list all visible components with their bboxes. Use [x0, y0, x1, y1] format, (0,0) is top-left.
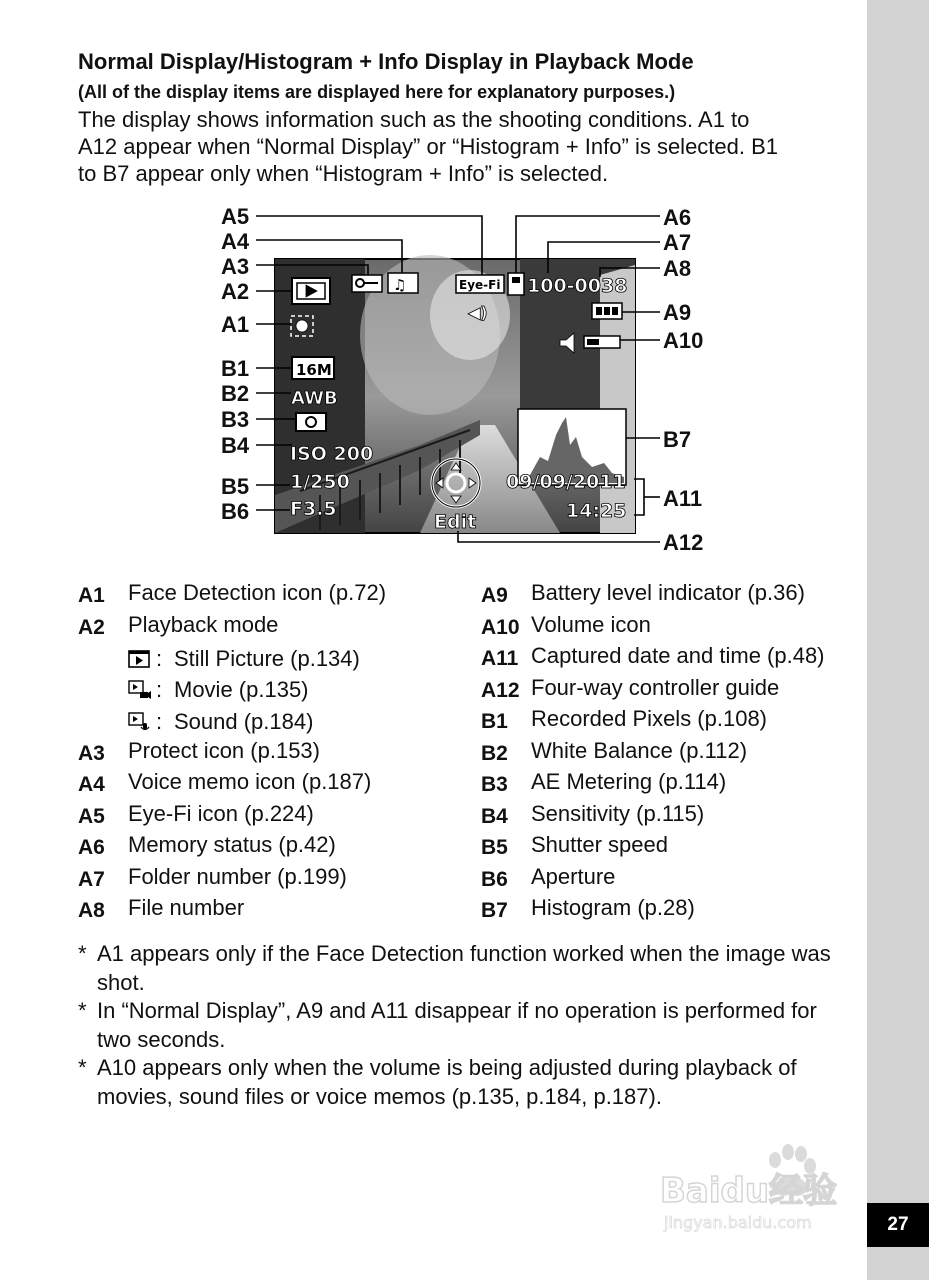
date-value: 09/09/2011	[506, 471, 626, 493]
white-balance-value: AWB	[291, 388, 338, 409]
protect-icon	[352, 275, 382, 292]
label-a2: A2	[221, 279, 250, 304]
legend-row: A6 Memory status (p.42)	[78, 832, 336, 859]
legend-row: A7 Folder number (p.199)	[78, 863, 347, 891]
label-b6: B6	[221, 499, 250, 524]
label-b7: B7	[663, 427, 692, 452]
still-picture-icon	[128, 648, 156, 670]
label-a11: A11	[663, 486, 703, 511]
intro-line: to B7 appear only when “Histogram + Info” is selected.	[78, 161, 609, 186]
label-a8: A8	[663, 256, 692, 281]
label-a6: A6	[663, 205, 692, 230]
intro-line: A12 appear when “Normal Display” or “Histogram + Info” is selected. B1	[78, 134, 779, 159]
legend-left	[78, 580, 386, 927]
battery-icon	[592, 303, 622, 319]
file-number-value: 100-0038	[527, 275, 628, 297]
edit-value: Edit	[434, 511, 477, 533]
legend-row: B1 Recorded Pixels (p.108)	[481, 706, 768, 733]
legend-row: A3 Protect icon (p.153)	[78, 737, 320, 765]
label-a3: A3	[221, 254, 250, 279]
legend-row: B4 Sensitivity (p.115)	[481, 800, 705, 828]
legend-row: A10 Volume icon	[481, 611, 651, 639]
legend-subrow: : Sound (p.184)	[78, 706, 386, 738]
legend-right	[481, 580, 825, 927]
legend-row: A4 Voice memo icon (p.187)	[78, 769, 372, 796]
legend-row: A12 Four-way controller guide	[481, 674, 780, 702]
memory-status-icon	[508, 273, 524, 295]
legend-row: A1 Face Detection icon (p.72)	[78, 580, 387, 607]
label-b1: B1	[221, 356, 250, 381]
label-a5: A5	[221, 204, 250, 229]
intro-line: The display shows information such as the shooting conditions. A1 to	[78, 107, 750, 132]
footnote: * A10 appears only when the volume is being adjusted during playback of movies, sound files or voice memos (p.135, p.184, p.187).	[78, 1055, 797, 1109]
label-a10: A10	[663, 328, 704, 353]
legend-subrow: : Still Picture (p.134)	[78, 643, 386, 675]
section-title: Normal Display/Histogram + Info Display in Playback Mode	[78, 49, 694, 74]
label-a9: A9	[663, 300, 692, 325]
label-b3: B3	[221, 407, 250, 432]
eyefi-icon	[456, 275, 504, 293]
legend-row: A9 Battery level indicator (p.36)	[481, 580, 805, 607]
label-b5: B5	[221, 474, 250, 499]
svg-text:Eye-Fi: Eye-Fi	[459, 278, 501, 292]
playback-mode-icon	[292, 278, 330, 304]
footnotes	[78, 940, 853, 1111]
intro-paragraph	[78, 106, 858, 187]
watermark-url: jingyan.baidu.com	[664, 1213, 812, 1232]
legend-row: B2 White Balance (p.112)	[481, 737, 748, 765]
label-a7: A7	[663, 230, 692, 255]
page-number: 27	[867, 1203, 929, 1247]
shutter-value: 1/250	[290, 471, 350, 493]
baidu-watermark	[660, 1140, 870, 1240]
playback-display-diagram	[0, 195, 929, 565]
iso-value: ISO 200	[290, 443, 374, 465]
ae-metering-icon	[296, 413, 326, 431]
legend-row: A2 Playback mode	[78, 611, 279, 639]
section-subtitle: (All of the display items are displayed here for explanatory purposes.)	[78, 82, 676, 102]
page-margin-bar	[867, 0, 929, 1280]
sound-icon	[128, 711, 156, 733]
legend-subrow: : Movie (p.135)	[78, 675, 386, 707]
legend-row: B3 AE Metering (p.114)	[481, 769, 727, 796]
legend-row: B7 Histogram (p.28)	[481, 895, 695, 922]
label-a4: A4	[221, 229, 250, 254]
footnote: * A1 appears only if the Face Detection function worked when the image was shot.	[78, 941, 831, 995]
label-a12: A12	[663, 530, 704, 555]
legend-row: A11 Captured date and time (p.48)	[481, 643, 825, 670]
time-value: 14:25	[566, 500, 627, 522]
footnote: * In “Normal Display”, A9 and A11 disappear if no operation is performed for two seconds.	[78, 998, 817, 1052]
legend-row: B5 Shutter speed	[481, 832, 668, 859]
aperture-value: F3.5	[290, 498, 337, 520]
legend-row: A5 Eye-Fi icon (p.224)	[78, 800, 314, 828]
label-b2: B2	[221, 381, 250, 406]
sound-volume-small-icon: ◀)	[468, 303, 488, 322]
svg-text:♫: ♫	[393, 276, 407, 294]
voice-memo-icon	[388, 273, 418, 294]
pixels-value: 16M	[296, 361, 332, 379]
watermark-brand: Baidu经验	[660, 1171, 838, 1211]
legend-row: A8 File number	[78, 895, 245, 922]
legend-row: B6 Aperture	[481, 863, 616, 891]
label-a1: A1	[221, 312, 250, 337]
recorded-pixels-icon	[292, 357, 334, 379]
movie-icon	[128, 679, 156, 701]
label-b4: B4	[221, 433, 250, 458]
